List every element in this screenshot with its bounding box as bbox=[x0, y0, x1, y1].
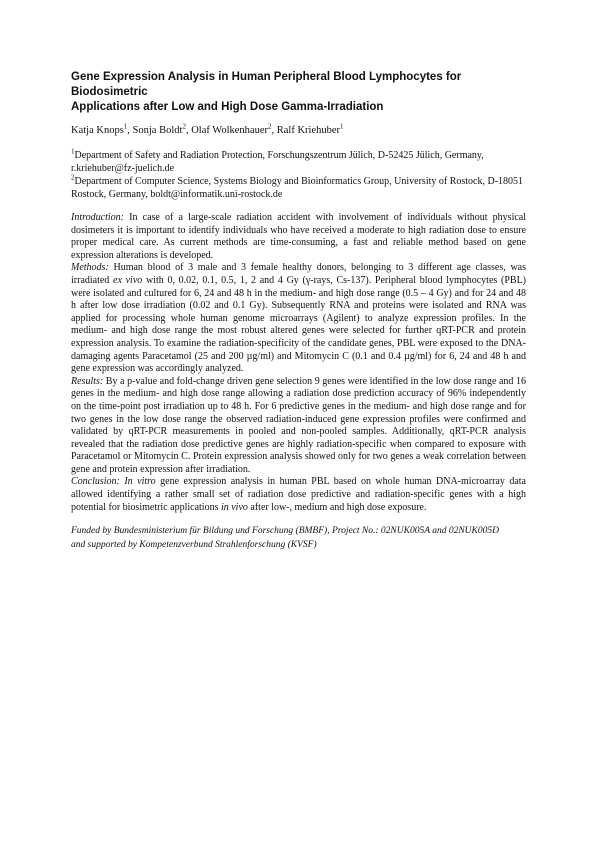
affiliation-mark: 1 bbox=[71, 147, 75, 156]
introduction-label: Introduction: bbox=[71, 212, 124, 223]
author-list: Katja Knops$^1$, Sonja Boldt$^2$, Olaf Wolkenhauer$^2$, Ralf Kriehuber$^1$ bbox=[71, 122, 344, 136]
methods-text-continued: with 0, 0.02, 0.1, 0.5, 1, 2 and 4 Gy (γ-rays, Cs-137). Peripheral blood lymphocytes (PBL) were isolated and cultured for 6, 24 and 48 h in the medium- and high dose range (0.5 – 4 Gy) and for 24 and 48 h after low dose irradiation (0.02 and 0.1 Gy). Subsequently RNA and proteins were isolated and RNA was applied for processing whole human genome microarrays (Agilent) to analyze expression profiles. In the medium- and high dose range the most robust altered genes were selected for further qRT-PCR and protein expression analysis. To examine the radiation-specificity of the candidate genes, PBL were exposed to the DNA-damaging agents Paracetamol (25 and 200 µg/ml) and Mitomycin C (0.1 and 0.4 µg/ml) for 6, 24 and 48 h and gene expression was accordingly analyzed. bbox=[71, 274, 527, 375]
results-paragraph bbox=[71, 376, 526, 477]
paper-page bbox=[71, 70, 526, 552]
introduction-paragraph bbox=[71, 212, 526, 262]
results-label: Results: bbox=[71, 375, 104, 387]
in-vitro-term: In vitro bbox=[119, 476, 156, 488]
funding-line-2: and supported by Kompetenzverbund Strahlenforschung (KVSF) bbox=[71, 539, 317, 550]
results-text: By a p-value and fold-change driven gene selection 9 genes were identified in the low dose range and 16 genes in the medium- and high dose range allowing a radiation dose prediction accuracy of 96% independently on the time-point post irradiation up to 48 h. For 6 predictive genes in the medium- and high dose range and for two genes in the low dose range the observed radiation-induced gene expression profiles were confirmed and validated by qRT-PCR measurements in pooled and non-pooled samples. Additionally, qRT-PCR analysis revealed that the radiation dose predictive genes are highly radiation-specific when compared to exposure with Paracetamol or Mitomycin C. Protein expression analysis showed only for two genes a weak correlation between gene and protein expression after irradiation. bbox=[71, 375, 526, 475]
title-line-1: Gene Expression Analysis in Human Peripheral Blood Lymphocytes for Biodosimetric bbox=[71, 71, 462, 98]
author-name: Katja Knops bbox=[71, 125, 124, 136]
affiliation-text: Department of Safety and Radiation Protection, Forschungszentrum Jülich, D-52425 Jülich, Germany, r.kriehuber@fz-juelich.de bbox=[71, 150, 484, 174]
methods-label: Methods: bbox=[71, 262, 109, 274]
author-affiliation-mark: 2 bbox=[182, 122, 186, 131]
in-vivo-term: in vivo bbox=[220, 501, 248, 513]
author-affiliation-mark: 2 bbox=[268, 122, 272, 131]
introduction-text: In case of a large-scale radiation accident with involvement of individuals without physical dosimeters it is important to identify individuals who have received a moderate to high radiation dose to ensure proper medical care. As current methods are time-consuming, a fast and reliable method based on gene expression alterations is developed. bbox=[71, 212, 526, 261]
paper-title bbox=[71, 70, 526, 115]
conclusion-text: gene expression analysis in human PBL based on whole human DNA-microarray data allowed identifying a rather small set of radiation dose predictive and radiation-specific genes with a high potential for biosimetric applications bbox=[71, 476, 526, 513]
author-affiliation-mark: 1 bbox=[123, 122, 128, 131]
abstract-body bbox=[71, 212, 526, 514]
affiliation-2 bbox=[71, 175, 526, 201]
methods-paragraph bbox=[71, 262, 526, 375]
conclusion-label: Conclusion: bbox=[71, 476, 120, 488]
author-name: Ralf Kriehuber bbox=[276, 125, 341, 136]
conclusion-paragraph bbox=[71, 476, 526, 514]
author-name: Olaf Wolkenhauer bbox=[191, 125, 268, 136]
methods-text: Human blood of 3 male and 3 female healthy donors, belonging to 3 different age classes, was irradiated bbox=[71, 262, 526, 286]
affiliation-mark: 2 bbox=[71, 173, 75, 182]
funding-note bbox=[71, 525, 526, 552]
author-affiliation-mark: 1 bbox=[340, 122, 344, 131]
title-line-2: Applications after Low and High Dose Gamma-Irradiation bbox=[71, 101, 384, 113]
ex-vivo-term: ex vivo bbox=[113, 274, 143, 286]
conclusion-text-continued: after low-, medium and high dose exposure. bbox=[247, 501, 427, 513]
author-name: Sonja Boldt bbox=[132, 125, 183, 136]
funding-line-1: Funded by Bundesministerium für Bildung und Forschung (BMBF), Project No.: 02NUK005A and 02NUK005D bbox=[71, 526, 499, 537]
affiliation-text: Department of Computer Science, Systems Biology and Bioinformatics Group, University of Rostock, D-18051 Rostock, Germany, boldt@informatik.uni-rostock.de bbox=[71, 176, 524, 200]
affiliation-1 bbox=[71, 149, 526, 175]
affiliations bbox=[71, 149, 526, 201]
